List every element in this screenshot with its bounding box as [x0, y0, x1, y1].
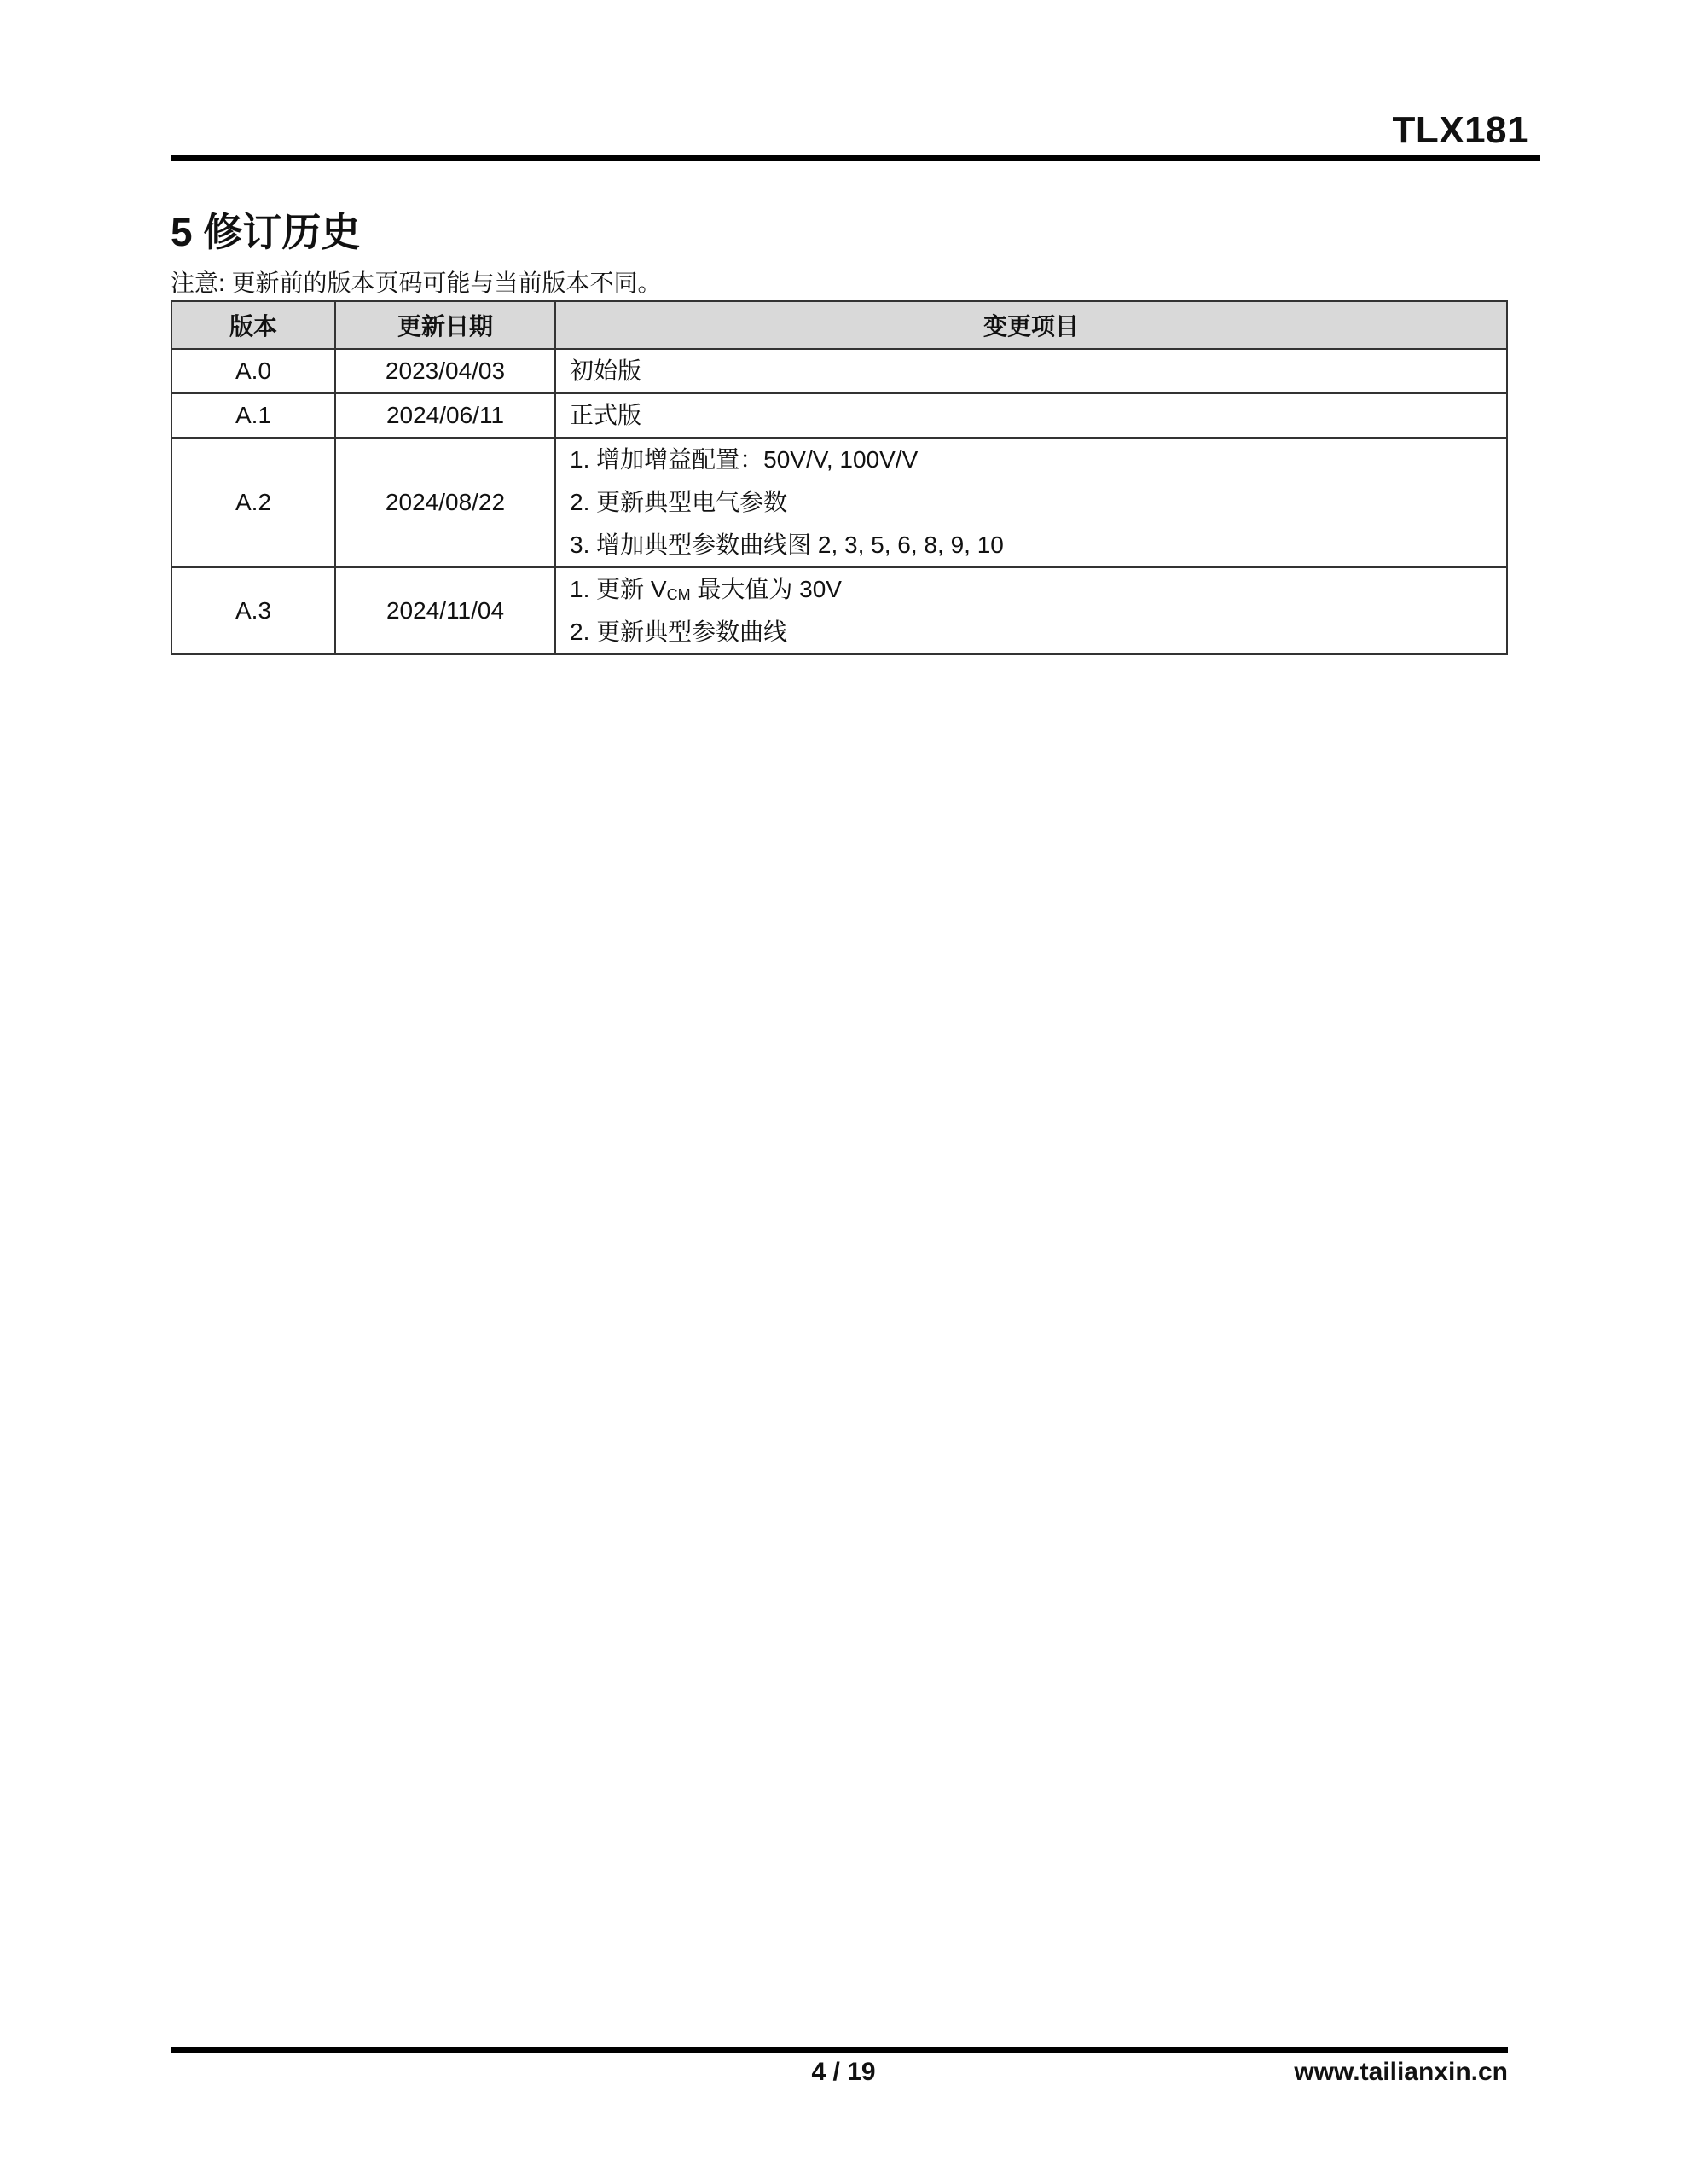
table-row: [171, 393, 1507, 438]
change-item: 2. 更新典型参数曲线: [570, 619, 788, 645]
changes-cell: [555, 567, 1507, 654]
footer-divider: [171, 2048, 1508, 2053]
change-item: 初始版: [570, 357, 642, 384]
subscript-cm: CM: [666, 586, 691, 603]
website-link[interactable]: www.tailianxin.cn: [1294, 2058, 1508, 2086]
header-version: 版本: [171, 301, 335, 349]
change-item: 1. 增加增益配置：50V/V, 100V/V: [570, 446, 919, 473]
table-row: [171, 438, 1507, 567]
document-part-number: TLX181: [1392, 109, 1528, 151]
date-cell: 2024/08/22: [335, 438, 555, 567]
section-title: 5 修订历史: [171, 210, 361, 254]
revision-history-table: [171, 300, 1508, 655]
changes-cell: [555, 393, 1507, 438]
version-cell: A.3: [171, 567, 335, 654]
version-cell: A.1: [171, 393, 335, 438]
table-row: [171, 349, 1507, 393]
header-changes: 变更项目: [555, 301, 1507, 349]
date-cell: 2024/11/04: [335, 567, 555, 654]
table-header-row: [171, 301, 1507, 349]
page-number: 4 / 19: [811, 2058, 876, 2086]
version-cell: A.2: [171, 438, 335, 567]
date-cell: 2023/04/03: [335, 349, 555, 393]
change-item: 2. 更新典型电气参数: [570, 489, 788, 515]
change-item-text: 1. 更新 V: [570, 576, 667, 602]
changes-cell: [555, 349, 1507, 393]
header-date: 更新日期: [335, 301, 555, 349]
change-item: [570, 568, 1493, 611]
change-item: 正式版: [570, 402, 642, 428]
revision-note: 注意: 更新前的版本页码可能与当前版本不同。: [171, 270, 662, 296]
date-cell: 2024/06/11: [335, 393, 555, 438]
header-divider: [171, 155, 1540, 161]
changes-cell: [555, 438, 1507, 567]
change-item-text: 最大值为 30V: [690, 576, 842, 602]
change-item: 3. 增加典型参数曲线图 2, 3, 5, 6, 8, 9, 10: [570, 531, 1004, 558]
version-cell: A.0: [171, 349, 335, 393]
table-row: [171, 567, 1507, 654]
